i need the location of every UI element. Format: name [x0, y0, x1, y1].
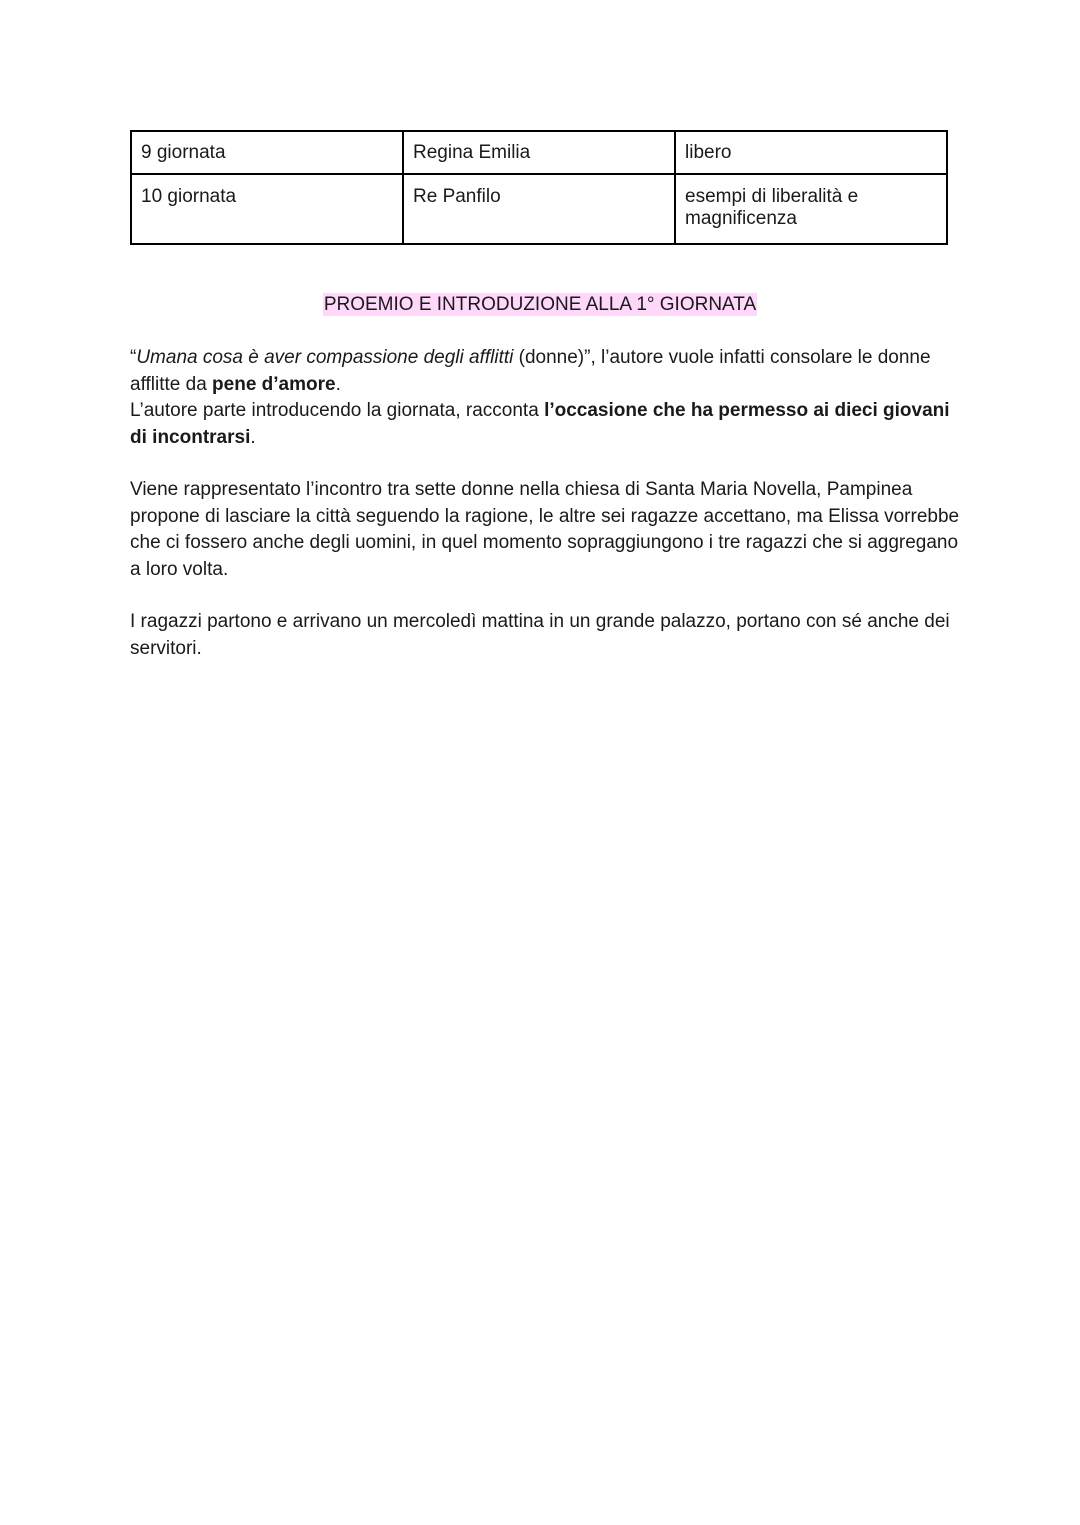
quote-open: “ [130, 347, 137, 368]
line-end: . [250, 426, 256, 448]
line-intro: L’autore parte introducendo la giornata, racconta [130, 400, 545, 421]
bold-pene-amore: pene d’amore [212, 373, 336, 395]
section-heading [0, 292, 1080, 318]
table-cell-theme: esempi di liberalità e magnificenza [675, 174, 947, 244]
table-row [131, 131, 947, 174]
table-cell-day: 9 giornata [131, 131, 403, 174]
table-row [131, 174, 947, 244]
section-heading-text: PROEMIO E INTRODUZIONE ALLA 1° GIORNATA [323, 294, 757, 315]
giornate-table [130, 130, 948, 245]
table-cell-ruler: Regina Emilia [403, 131, 675, 174]
paragraph-partenza: I ragazzi partono e arrivano un mercoledì mattina in un grande palazzo, portano con sé anche dei servitori. [130, 611, 950, 659]
table-cell-ruler: Re Panfilo [403, 174, 675, 244]
paragraph-proemio [130, 345, 960, 451]
after-bold: . [335, 373, 341, 395]
quote-italic: Umana cosa è aver compassione degli afflitti [136, 347, 514, 368]
table-cell-day: 10 giornata [131, 174, 403, 244]
bold-occasione: l’occasione che ha permesso ai dieci giovani di incontrarsi [130, 400, 950, 448]
quote-rest: (donne)”, l’autore vuole infatti consolare le donne afflitte da [130, 347, 931, 395]
table-cell-theme: libero [675, 131, 947, 174]
paragraph-incontro: Viene rappresentato l’incontro tra sette donne nella chiesa di Santa Maria Novella, Pampinea propone di lasciare la città seguendo la ragione, le altre sei ragazze accettano, ma Elissa vorrebbe che ci fossero anche degli uomini, in quel momento sopraggiungono i tre ragazzi che si aggregano a loro volta. [130, 479, 960, 580]
